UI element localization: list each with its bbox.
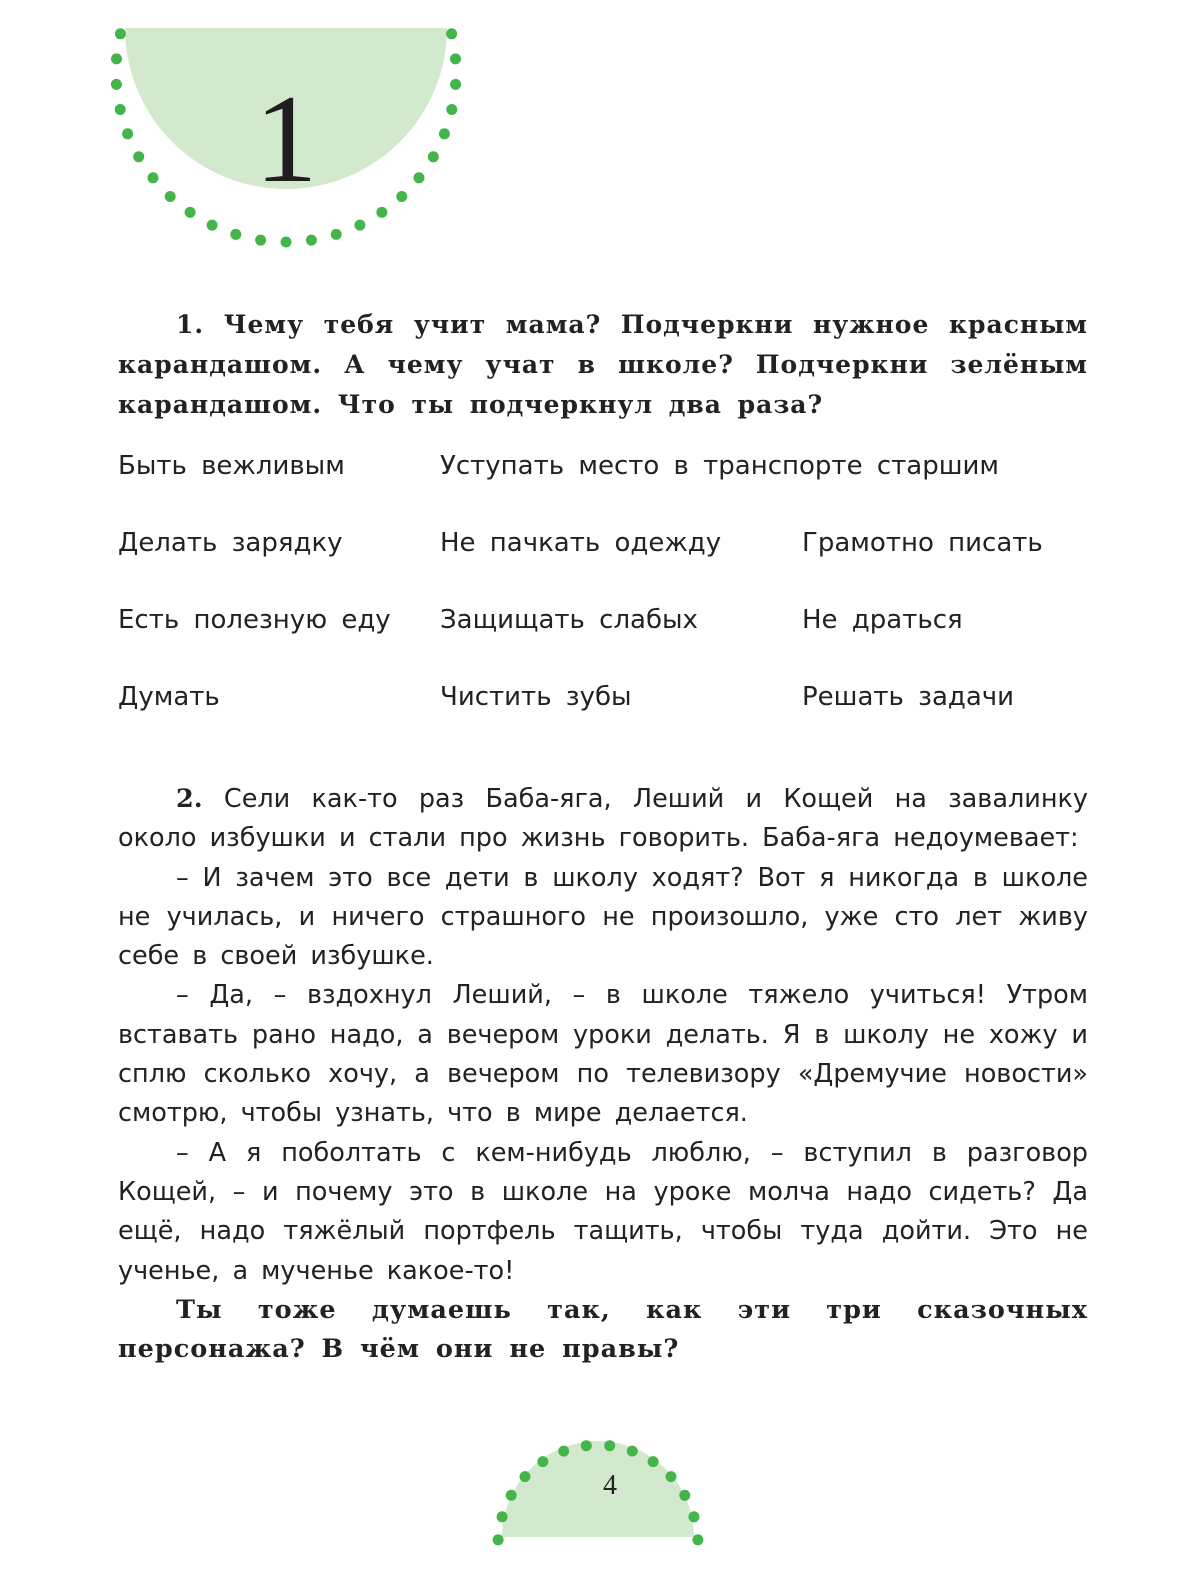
task-2-intro: Сели как-то раз Баба-яга, Леший и Кощей на завалинку около избушки и стали про жизнь говорить. Баба-яга недоумевает: bbox=[118, 784, 1088, 854]
page-number: 4 bbox=[603, 1470, 617, 1501]
decorative-dot bbox=[450, 53, 461, 64]
decorative-dot bbox=[493, 1534, 504, 1545]
decorative-dot bbox=[627, 1446, 638, 1457]
decorative-dot bbox=[165, 191, 176, 202]
skill-item: Уступать место в транспорте старшим bbox=[440, 451, 1000, 481]
skill-item: Не пачкать одежду bbox=[440, 528, 722, 558]
decorative-dot bbox=[414, 172, 425, 183]
dialogue-leshy: – Да, – вздохнул Леший, – в школе тяжело учиться! Утром вставать рано надо, а вечером уроки делать. Я в школу не хожу и сплю сколько хочу, а вечером по телевизору «Дремучие новости» смотрю, чтобы узнать, что в мире делается. bbox=[118, 980, 1088, 1129]
decorative-dot bbox=[122, 128, 133, 139]
skill-item: Делать зарядку bbox=[118, 528, 343, 558]
decorative-dot bbox=[497, 1511, 508, 1522]
chapter-number: 1 bbox=[254, 70, 318, 209]
decorative-dot bbox=[148, 172, 159, 183]
decorative-dot bbox=[520, 1471, 531, 1482]
decorative-dot bbox=[537, 1456, 548, 1467]
decorative-dot bbox=[648, 1456, 659, 1467]
decorative-dot bbox=[558, 1446, 569, 1457]
task-2-question: Ты тоже думаешь так, как эти три сказочных персонажа? В чём они не правы? bbox=[118, 1294, 1088, 1365]
skill-item: Чистить зубы bbox=[440, 682, 632, 712]
decorative-dot bbox=[446, 28, 457, 39]
decorative-dot bbox=[230, 229, 241, 240]
decorative-dot bbox=[506, 1490, 517, 1501]
decorative-dot bbox=[111, 53, 122, 64]
skill-item: Быть вежливым bbox=[118, 451, 345, 481]
decorative-dot bbox=[255, 235, 266, 246]
skill-item: Решать задачи bbox=[802, 682, 1015, 712]
decorative-dot bbox=[115, 104, 126, 115]
task-2-number: 2. bbox=[176, 784, 203, 814]
decorative-dot bbox=[692, 1534, 703, 1545]
skills-list bbox=[118, 448, 1088, 768]
skill-item: Грамотно писать bbox=[802, 528, 1043, 558]
task-1 bbox=[118, 305, 1088, 425]
decorative-dot bbox=[306, 235, 317, 246]
skill-item: Не драться bbox=[802, 605, 963, 635]
decorative-dot bbox=[115, 28, 126, 39]
decorative-dot bbox=[207, 220, 218, 231]
task-2-intro-paragraph bbox=[118, 780, 1088, 859]
decorative-dot bbox=[439, 128, 450, 139]
task-1-prompt: Чему тебя учит мама? Подчеркни нужное красным карандашом. А чему учат в школе? Подчеркни зелёным карандашом. Что ты подчеркнул два раза? bbox=[118, 310, 1088, 419]
task-1-number: 1. bbox=[176, 310, 205, 339]
dialogue-koschei: – А я поболтать с кем-нибудь люблю, – вступил в разговор Кощей, – и почему это в школе на уроке молча надо сидеть? Да ещё, надо тяжёлый портфель тащить, чтобы туда дойти. Это не ученье, а мученье какое-то! bbox=[118, 1137, 1088, 1286]
decorative-dot bbox=[688, 1511, 699, 1522]
decorative-dot bbox=[450, 79, 461, 90]
task-2 bbox=[118, 780, 1088, 1369]
decorative-dot bbox=[446, 104, 457, 115]
decorative-dot bbox=[679, 1490, 690, 1501]
decorative-dot bbox=[581, 1440, 592, 1451]
decorative-dot bbox=[281, 237, 292, 248]
decorative-dot bbox=[396, 191, 407, 202]
skill-item: Защищать слабых bbox=[440, 605, 698, 635]
decorative-dot bbox=[111, 79, 122, 90]
decorative-dot bbox=[428, 151, 439, 162]
skill-item: Есть полезную еду bbox=[118, 605, 391, 635]
decorative-dot bbox=[331, 229, 342, 240]
decorative-dot bbox=[133, 151, 144, 162]
decorative-dot bbox=[666, 1471, 677, 1482]
dialogue-baba-yaga: – И зачем это все дети в школу ходят? Вот я никогда в школе не училась, и ничего страшного не произошло, уже сто лет живу себе в своей избушке. bbox=[118, 862, 1088, 972]
skill-item: Думать bbox=[118, 682, 220, 712]
decorative-dot bbox=[604, 1440, 615, 1451]
decorative-dot bbox=[354, 220, 365, 231]
